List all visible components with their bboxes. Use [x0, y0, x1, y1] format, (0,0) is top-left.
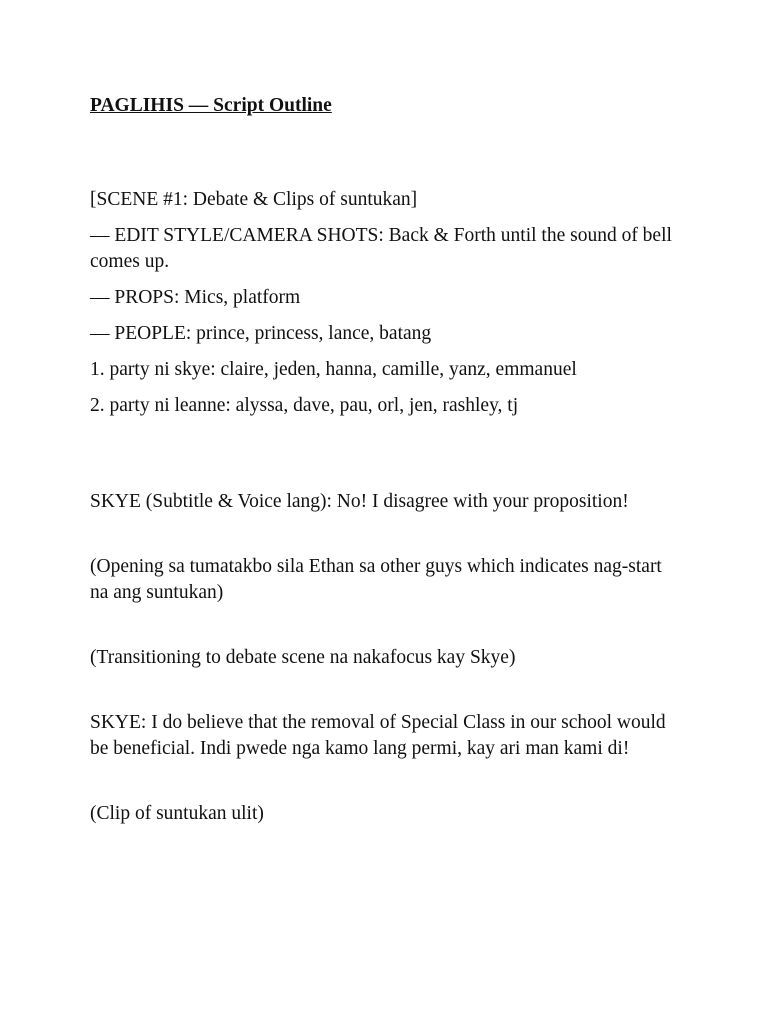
spacer [90, 671, 680, 710]
spacer [90, 119, 680, 187]
cast-list-item: 2. party ni leanne: alyssa, dave, pau, orl, jen, rashley, tj [90, 395, 519, 416]
dialogue-line: SKYE (Subtitle & Voice lang): No! I disagree with your proposition! [90, 491, 629, 512]
spacer [90, 275, 680, 285]
stage-direction: (Clip of suntukan ulit) [90, 803, 264, 824]
document-title: PAGLIHIS — Script Outline [90, 95, 332, 116]
cast-list-item: 1. party ni skye: claire, jeden, hanna, camille, yanz, emmanuel [90, 359, 577, 380]
scene-heading: [SCENE #1: Debate & Clips of suntukan] [90, 189, 418, 210]
spacer [90, 606, 680, 645]
spacer [90, 762, 680, 801]
note-edit-style: — EDIT STYLE/CAMERA SHOTS: Back & Forth until the sound of bell comes up. [90, 225, 672, 272]
spacer [90, 419, 680, 489]
spacer [90, 515, 680, 554]
spacer [90, 383, 680, 393]
spacer [90, 213, 680, 223]
dialogue-line: SKYE: I do believe that the removal of Special Class in our school would be beneficial. Indi pwede nga kamo lang permi, kay ari man kami di! [90, 712, 666, 759]
document-body [90, 93, 680, 827]
spacer [90, 311, 680, 321]
note-people: — PEOPLE: prince, princess, lance, batang [90, 323, 432, 344]
note-props: — PROPS: Mics, platform [90, 287, 301, 308]
stage-direction: (Transitioning to debate scene na nakafocus kay Skye) [90, 647, 516, 668]
stage-direction: (Opening sa tumatakbo sila Ethan sa other guys which indicates nag-start na ang suntukan) [90, 556, 662, 603]
spacer [90, 347, 680, 357]
